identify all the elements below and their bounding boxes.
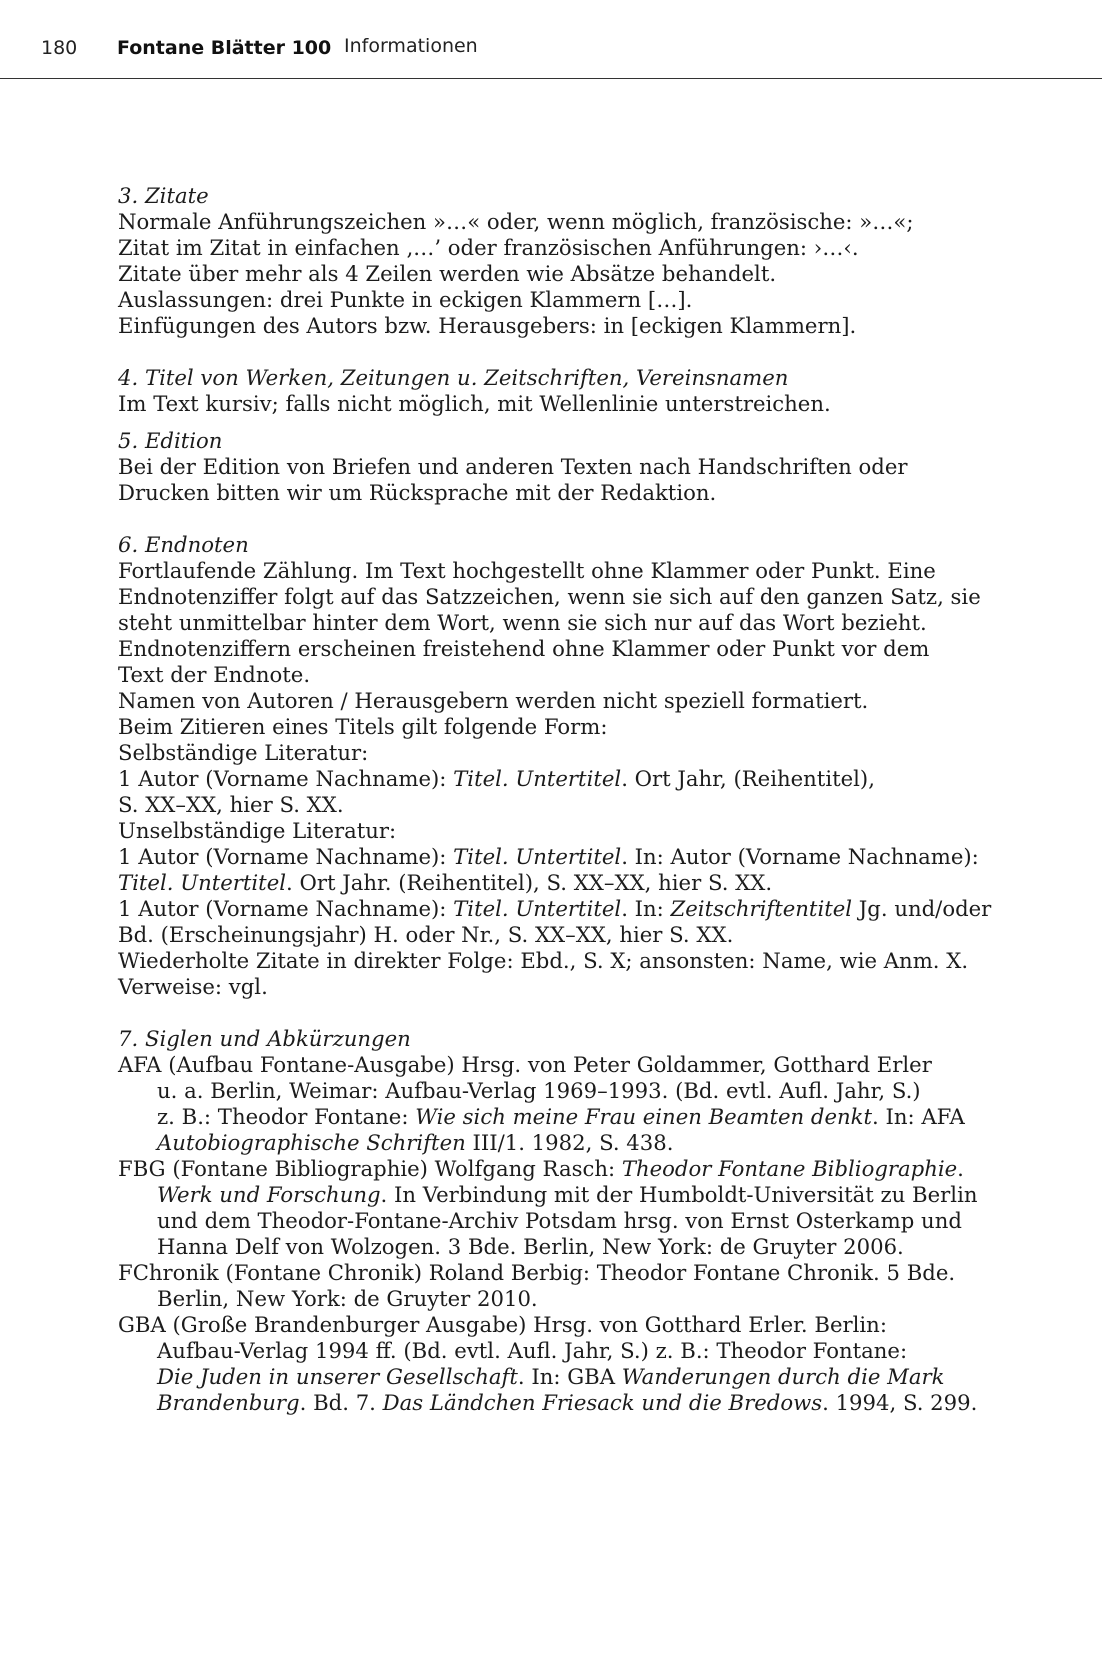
- italic-text: Die Juden in unserer Gesellschaft: [157, 1364, 518, 1389]
- text-line: [118, 1208, 998, 1234]
- italic-text: Wanderungen durch die Mark: [621, 1364, 945, 1389]
- italic-text: Titel. Untertitel: [453, 766, 622, 791]
- text-line: [118, 896, 998, 922]
- paragraph-gap: [118, 417, 998, 428]
- text-run: Jg. und/oder: [852, 896, 992, 921]
- section-title: Informationen: [344, 35, 478, 57]
- text-line: [118, 313, 998, 339]
- text-line: [118, 261, 998, 287]
- italic-text: Das Ländchen Friesack und die Bredows: [382, 1390, 823, 1415]
- italic-text: Zeitschriftentitel: [670, 896, 853, 921]
- text-line: [118, 558, 998, 584]
- text-run: Unselbständige Literatur:: [118, 818, 397, 843]
- text-line: [118, 766, 998, 792]
- italic-text: Brandenburg: [157, 1390, 300, 1415]
- text-line: [118, 1156, 998, 1182]
- text-line: [118, 1338, 998, 1364]
- text-run: Berlin, New York: de Gruyter 2010.: [157, 1286, 538, 1311]
- text-run: III/1. 1982, S. 438.: [465, 1130, 674, 1155]
- text-run: . In Verbindung mit der Humboldt-Universität zu Berlin: [380, 1182, 978, 1207]
- text-run: Wiederholte Zitate in direkter Folge: Ebd., S. X; ansonsten: Name, wie Anm. X.: [118, 948, 969, 973]
- text-run: . In:: [621, 896, 671, 921]
- italic-text: 3. Zitate: [118, 183, 209, 208]
- text-line: [118, 1312, 998, 1338]
- text-run: Bd. (Erscheinungsjahr) H. oder Nr., S. XX–XX, hier S. XX.: [118, 922, 734, 947]
- text-run: . In: GBA: [517, 1364, 622, 1389]
- paragraph-gap: [118, 339, 998, 365]
- text-run: Endnotenziffern erscheinen freistehend ohne Klammer oder Punkt vor dem: [118, 636, 930, 661]
- text-run: u. a. Berlin, Weimar: Aufbau-Verlag 1969–1993. (Bd. evtl. Aufl. Jahr, S.): [157, 1078, 921, 1103]
- text-run: Selbständige Literatur:: [118, 740, 369, 765]
- text-run: Namen von Autoren / Herausgebern werden nicht speziell formatiert.: [118, 688, 869, 713]
- text-run: Endnotenziffer folgt auf das Satzzeichen, wenn sie sich auf den ganzen Satz, sie: [118, 584, 981, 609]
- text-run: GBA (Große Brandenburger Ausgabe) Hrsg. von Gotthard Erler. Berlin:: [118, 1312, 887, 1337]
- text-line: [118, 235, 998, 261]
- text-run: . Bd. 7.: [299, 1390, 383, 1415]
- text-run: . 1994, S. 299.: [822, 1390, 978, 1415]
- text-line: [118, 1286, 998, 1312]
- page-body: [118, 183, 998, 1416]
- italic-text: 6. Endnoten: [118, 532, 249, 557]
- text-line: [118, 209, 998, 235]
- text-line: [118, 1078, 998, 1104]
- text-run: Einfügungen des Autors bzw. Herausgebers: in [eckigen Klammern].: [118, 313, 857, 338]
- text-run: Zitate über mehr als 4 Zeilen werden wie Absätze behandelt.: [118, 261, 777, 286]
- text-line: [118, 792, 998, 818]
- text-line: [118, 391, 998, 417]
- text-line: [118, 688, 998, 714]
- text-line: [118, 1104, 998, 1130]
- text-line: [118, 1052, 998, 1078]
- italic-text: Titel. Untertitel: [453, 844, 622, 869]
- text-line: [118, 974, 998, 1000]
- text-run: und dem Theodor-Fontane-Archiv Potsdam hrsg. von Ernst Osterkamp und: [157, 1208, 962, 1233]
- text-run: FChronik (Fontane Chronik) Roland Berbig: Theodor Fontane Chronik. 5 Bde.: [118, 1260, 956, 1285]
- page-number: 180: [41, 37, 78, 59]
- text-line: [118, 662, 998, 688]
- text-run: S. XX–XX, hier S. XX.: [118, 792, 344, 817]
- section-heading: [118, 532, 998, 558]
- journal-title: Fontane Blätter 100: [117, 37, 332, 59]
- text-run: Beim Zitieren eines Titels gilt folgende Form:: [118, 714, 608, 739]
- section-heading: [118, 428, 998, 454]
- italic-text: Werk und Forschung: [157, 1182, 381, 1207]
- text-run: . Ort Jahr. (Reihentitel), S. XX–XX, hier S. XX.: [286, 870, 773, 895]
- paragraph-gap: [118, 1000, 998, 1026]
- text-run: Verweise: vgl.: [118, 974, 268, 999]
- text-run: . In: Autor (Vorname Nachname):: [621, 844, 979, 869]
- text-line: [118, 1390, 998, 1416]
- text-line: [118, 287, 998, 313]
- italic-text: Autobiographische Schriften: [157, 1130, 466, 1155]
- paragraph-gap: [118, 506, 998, 532]
- text-run: .: [957, 1156, 964, 1181]
- text-run: Text der Endnote.: [118, 662, 311, 687]
- text-run: FBG (Fontane Bibliographie) Wolfgang Rasch:: [118, 1156, 622, 1181]
- text-line: [118, 1364, 998, 1390]
- text-line: [118, 1260, 998, 1286]
- text-line: [118, 870, 998, 896]
- section-heading: [118, 183, 998, 209]
- text-line: [118, 1130, 998, 1156]
- section-heading: [118, 1026, 998, 1052]
- italic-text: 7. Siglen und Abkürzungen: [118, 1026, 411, 1051]
- italic-text: 4. Titel von Werken, Zeitungen u. Zeitschriften, Vereinsnamen: [118, 365, 789, 390]
- text-line: [118, 844, 998, 870]
- text-run: . Ort Jahr, (Reihentitel),: [621, 766, 875, 791]
- text-run: Im Text kursiv; falls nicht möglich, mit Wellenlinie unterstreichen.: [118, 391, 831, 416]
- text-line: [118, 584, 998, 610]
- text-run: 1 Autor (Vorname Nachname):: [118, 896, 454, 921]
- text-run: 1 Autor (Vorname Nachname):: [118, 766, 454, 791]
- text-line: [118, 714, 998, 740]
- text-run: z. B.: Theodor Fontane:: [157, 1104, 416, 1129]
- text-line: [118, 818, 998, 844]
- text-line: [118, 740, 998, 766]
- text-run: . In: AFA: [871, 1104, 965, 1129]
- italic-text: 5. Edition: [118, 428, 223, 453]
- text-run: Hanna Delf von Wolzogen. 3 Bde. Berlin, New York: de Gruyter 2006.: [157, 1234, 904, 1259]
- text-run: Aufbau-Verlag 1994 ff. (Bd. evtl. Aufl. Jahr, S.) z. B.: Theodor Fontane:: [157, 1338, 908, 1363]
- running-header: [0, 0, 1102, 79]
- text-line: [118, 1182, 998, 1208]
- text-line: [118, 480, 998, 506]
- text-line: [118, 922, 998, 948]
- text-line: [118, 948, 998, 974]
- text-run: Zitat im Zitat in einfachen ‚…’ oder französischen Anführungen: ›…‹.: [118, 235, 859, 260]
- text-run: Auslassungen: drei Punkte in eckigen Klammern […].: [118, 287, 693, 312]
- italic-text: Titel. Untertitel: [453, 896, 622, 921]
- italic-text: Titel. Untertitel: [118, 870, 287, 895]
- italic-text: Wie sich meine Frau einen Beamten denkt: [415, 1104, 872, 1129]
- italic-text: Theodor Fontane Bibliographie: [621, 1156, 958, 1181]
- text-line: [118, 1234, 998, 1260]
- text-run: steht unmittelbar hinter dem Wort, wenn sie sich nur auf das Wort bezieht.: [118, 610, 927, 635]
- text-run: AFA (Aufbau Fontane-Ausgabe) Hrsg. von Peter Goldammer, Gotthard Erler: [118, 1052, 932, 1077]
- text-run: Drucken bitten wir um Rücksprache mit der Redaktion.: [118, 480, 717, 505]
- text-line: [118, 636, 998, 662]
- section-heading: [118, 365, 998, 391]
- text-run: Bei der Edition von Briefen und anderen Texten nach Handschriften oder: [118, 454, 908, 479]
- text-run: Fortlaufende Zählung. Im Text hochgestellt ohne Klammer oder Punkt. Eine: [118, 558, 936, 583]
- text-line: [118, 610, 998, 636]
- text-run: Normale Anführungszeichen »…« oder, wenn möglich, französische: »…«;: [118, 209, 914, 234]
- text-line: [118, 454, 998, 480]
- text-run: 1 Autor (Vorname Nachname):: [118, 844, 454, 869]
